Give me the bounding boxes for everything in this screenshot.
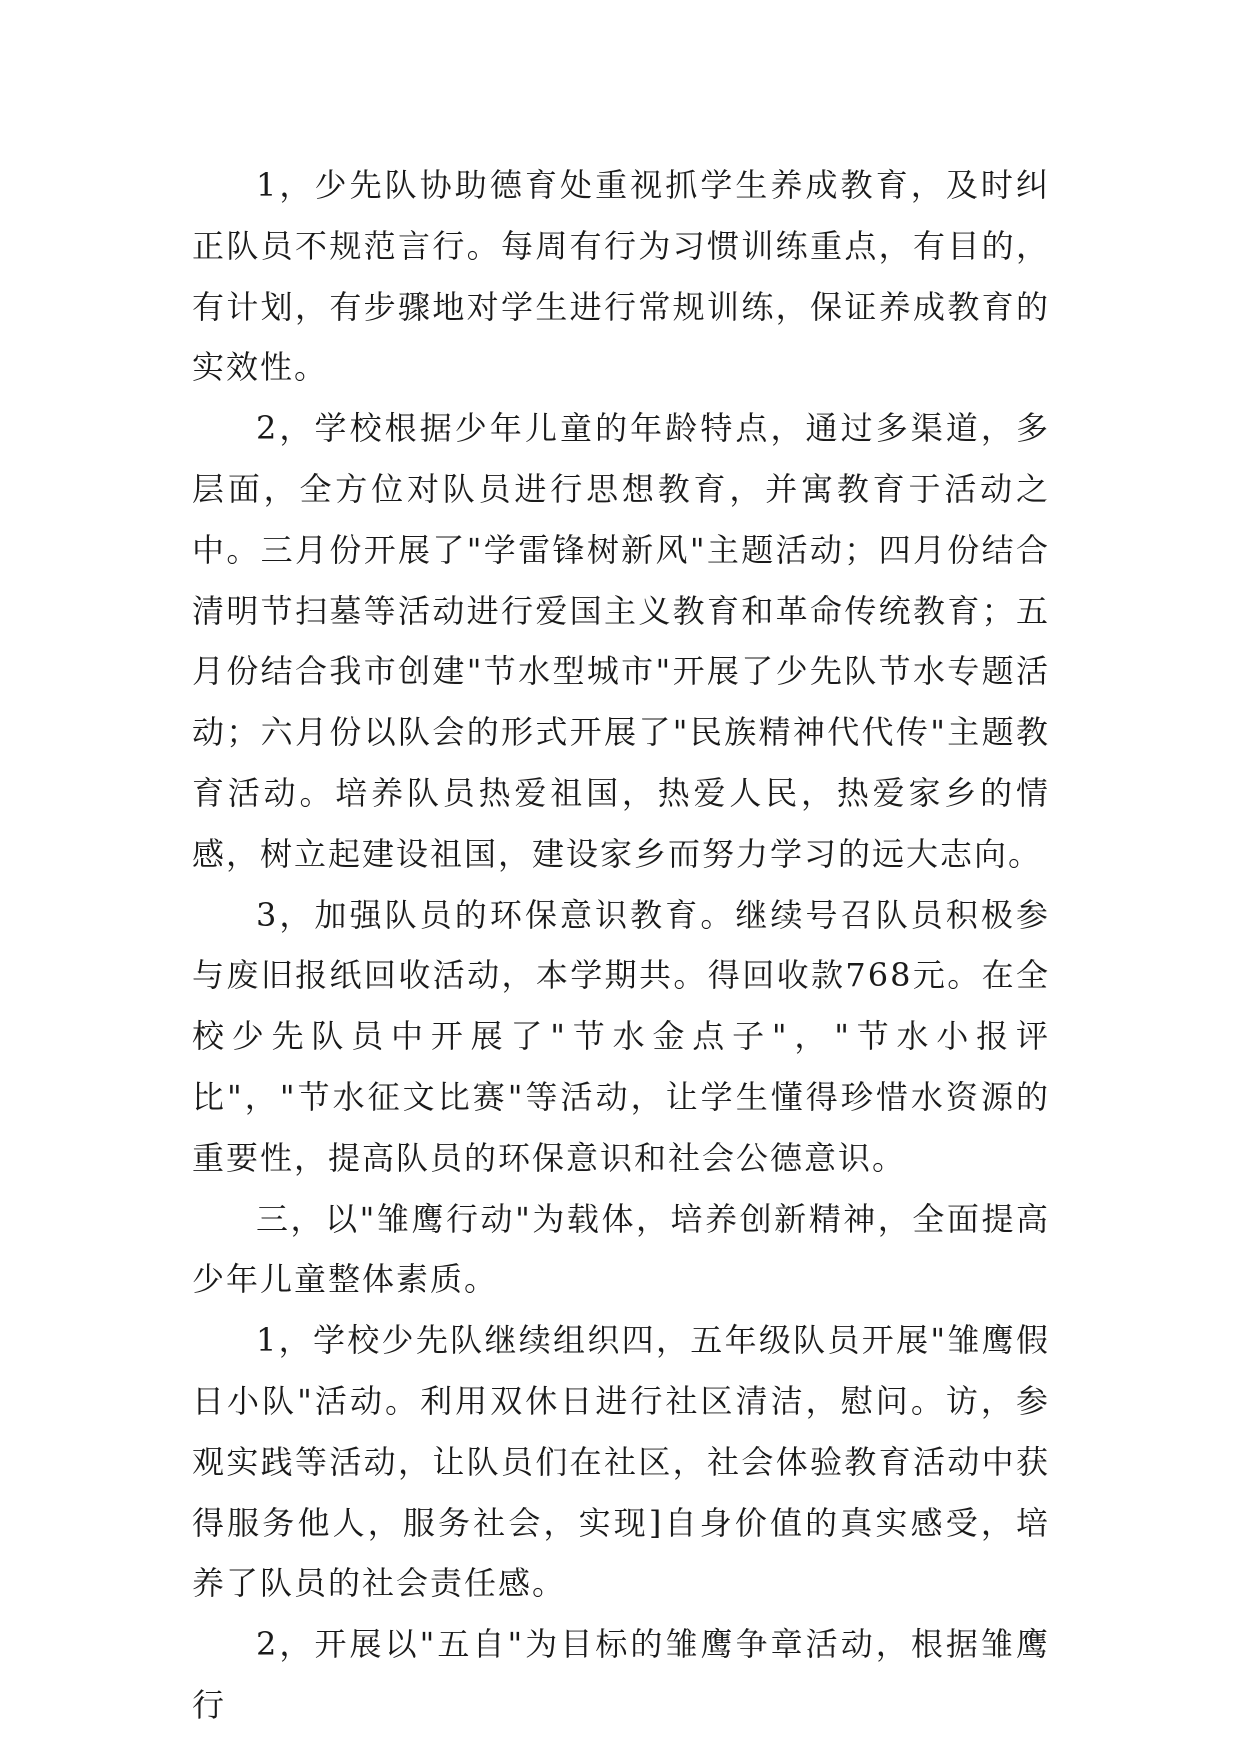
- paragraph-3: 3，加强队员的环保意识教育。继续号召队员积极参与废旧报纸回收活动，本学期共。得回收款768元。在全校少先队员中开展了"节水金点子"，"节水小报评比"，"节水征文比赛"等活动，让学生懂得珍惜水资源的重要性，提高队员的环保意识和社会公德意识。: [192, 895, 1050, 1177]
- document-body: [192, 155, 1050, 1736]
- paragraph-5: 2，开展以"五自"为目标的雏鹰争章活动，根据雏鹰行: [192, 1625, 1050, 1724]
- paragraph-1: 1，少先队协助德育处重视抓学生养成教育，及时纠正队员不规范言行。每周有行为习惯训练重点，有目的，有计划，有步骤地对学生进行常规训练，保证养成教育的实效性。: [192, 166, 1050, 387]
- paragraph-2: 2，学校根据少年儿童的年龄特点，通过多渠道，多层面，全方位对队员进行思想教育，并寓教育于活动之中。三月份开展了"学雷锋树新风"主题活动；四月份结合清明节扫墓等活动进行爱国主义教育和革命传统教育；五月份结合我市创建"节水型城市"开展了少先队节水专题活动；六月份以队会的形式开展了"民族精神代代传"主题教育活动。培养队员热爱祖国，热爱人民，热爱家乡的情感，树立起建设祖国，建设家乡而努力学习的远大志向。: [192, 409, 1050, 873]
- section-heading-3: 三，以"雏鹰行动"为载体，培养创新精神，全面提高少年儿童整体素质。: [192, 1199, 1050, 1299]
- paragraph-4: 1，学校少先队继续组织四，五年级队员开展"雏鹰假日小队"活动。利用双休日进行社区清洁，慰问。访，参观实践等活动，让队员们在社区，社会体验教育活动中获得服务他人，服务社会，实现]自身价值的真实感受，培养了队员的社会责任感。: [192, 1321, 1050, 1603]
